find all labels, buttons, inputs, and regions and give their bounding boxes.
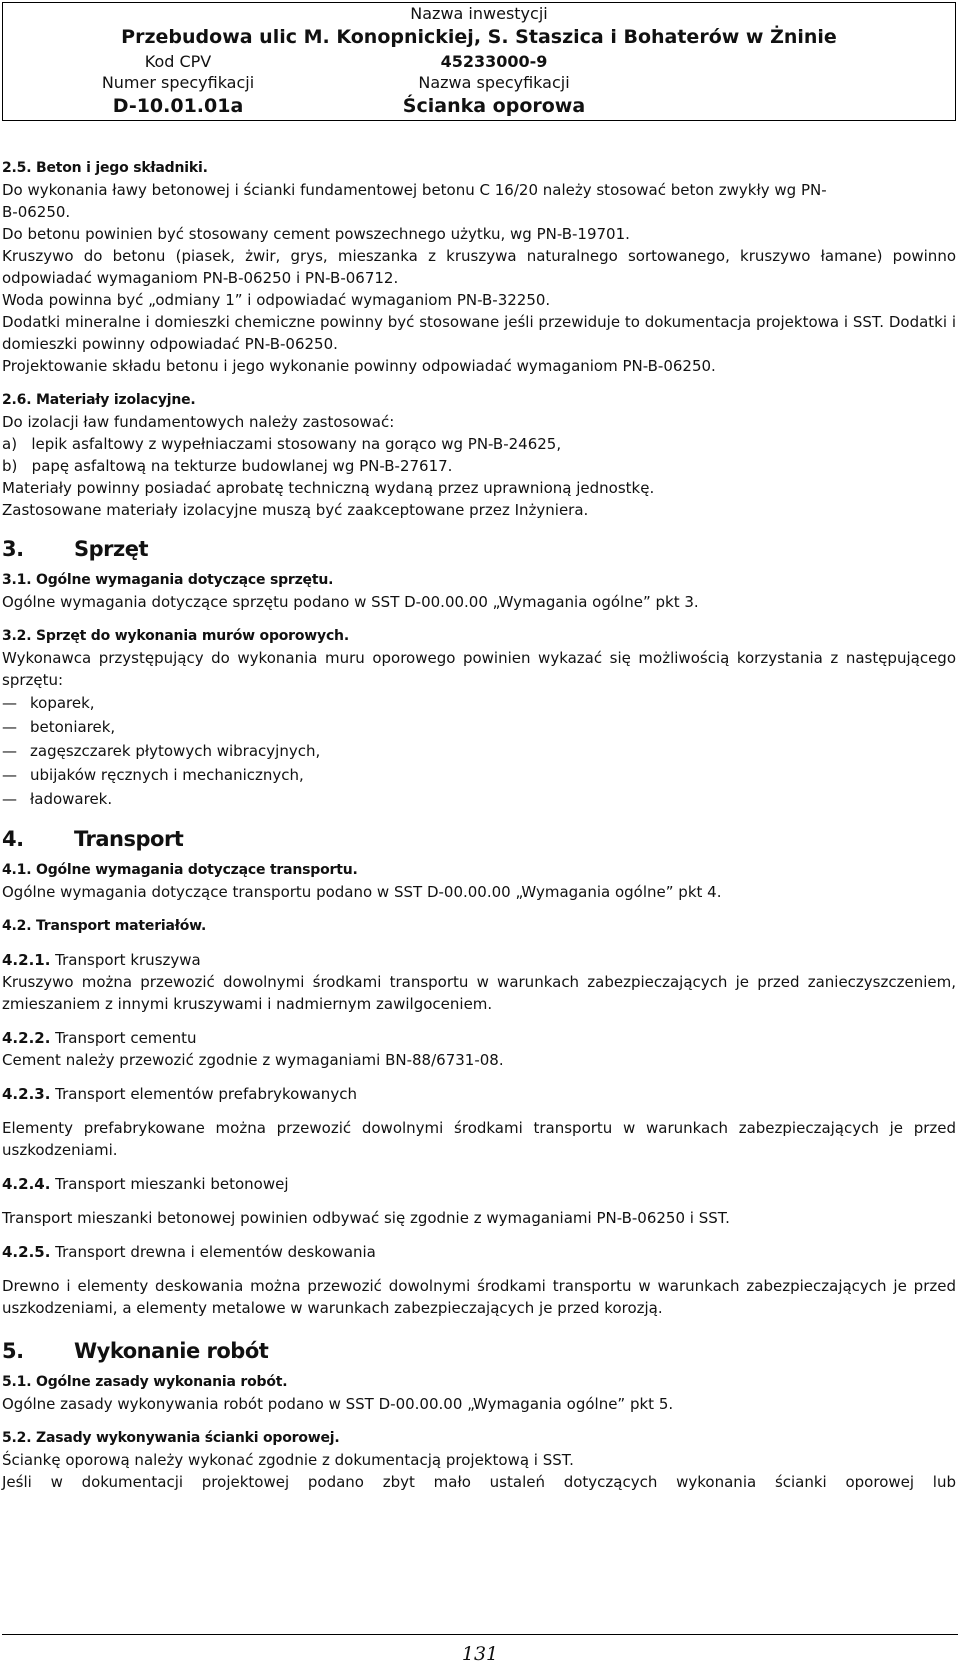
s26-paragraph-3: Zastosowane materiały izolacyjne muszą być zaakceptowane przez Inżyniera. — [2, 501, 589, 519]
s25-paragraph-4: Woda powinna być „odmiany 1” i odpowiadać wymaganiom PN-B-32250. — [2, 291, 551, 309]
section-4-2-1-heading: 4.2.1. Transport kruszywa — [2, 951, 201, 969]
section-3-title: Sprzęt — [74, 537, 149, 561]
section-4-2-heading: 4.2. Transport materiałów. — [2, 918, 207, 934]
s52-paragraph-2: Jeśli w dokumentacji projektowej podano zbyt mało ustaleń dotyczących wykonania ścianki oporowej lub — [2, 1473, 956, 1491]
dash-icon: — — [2, 694, 17, 712]
cpv-label: Kod CPV — [144, 52, 212, 71]
s51-text: Ogólne zasady wykonywania robót podano w SST D-00.00.00 „Wymagania ogólne” pkt 5. — [2, 1395, 674, 1413]
s25-paragraph-6: Projektowanie składu betonu i jego wykonanie powinny odpowiadać wymaganiom PN-B-06250. — [2, 357, 716, 375]
section-3-number: 3. — [2, 537, 24, 561]
spec-header-table — [2, 2, 956, 121]
s32-text: Wykonawca przystępujący do wykonania muru oporowego powinien wykazać się możliwością korzystania z następującego sprzętu: — [2, 649, 956, 689]
s25-paragraph-5: Dodatki mineralne i domieszki chemiczne powinny być stosowane jeśli przewiduje to dokumentacja projektowa i SST. Dodatki i domieszki powinny odpowiadać PN-B-06250. — [2, 313, 956, 353]
section-4-1-heading: 4.1. Ogólne wymagania dotyczące transportu. — [2, 862, 358, 878]
s26-item-b: b) papę asfaltową na tekturze budowlanej wg PN-B-27617. — [2, 457, 453, 475]
section-3-1-heading: 3.1. Ogólne wymagania dotyczące sprzętu. — [2, 572, 334, 588]
list-item: — zagęszczarek płytowych wibracyjnych, — [2, 739, 956, 763]
s25-paragraph-1a: Do wykonania ławy betonowej i ścianki fundamentowej betonu C 16/20 należy stosować beton zwykły wg PN- — [2, 181, 827, 199]
s25-paragraph-1b: B-06250. — [2, 203, 71, 221]
section-2-6-heading: 2.6. Materiały izolacyjne. — [2, 392, 196, 408]
s423-text: Elementy prefabrykowane można przewozić dowolnymi środkami transportu w warunkach zabezpieczających je przed uszkodzeniami. — [2, 1119, 956, 1159]
s25-paragraph-3: Kruszywo do betonu (piasek, żwir, grys, mieszanka z kruszywa naturalnego sortowanego, kruszywo łamane) powinno odpowiadać wymaganiom PN-B-06250 i PN-B-06712. — [2, 247, 956, 287]
cpv-value: 45233000-9 — [440, 52, 548, 71]
section-4-2-4-heading: 4.2.4. Transport mieszanki betonowej — [2, 1175, 289, 1193]
dash-icon: — — [2, 742, 17, 760]
section-2-5-heading: 2.5. Beton i jego składniki. — [2, 160, 208, 176]
s41-text: Ogólne wymagania dotyczące transportu podano w SST D-00.00.00 „Wymagania ogólne” pkt 4. — [2, 883, 722, 901]
section-4-2-3-heading: 4.2.3. Transport elementów prefabrykowanych — [2, 1085, 357, 1103]
document-body — [2, 157, 956, 1493]
equipment-list — [2, 691, 956, 811]
list-item: — betoniarek, — [2, 715, 956, 739]
spec-name: Ścianka oporowa — [402, 95, 586, 117]
dash-icon: — — [2, 718, 17, 736]
s26-paragraph-1: Do izolacji ław fundamentowych należy zastosować: — [2, 413, 395, 431]
investment-name: Przebudowa ulic M. Konopnickiej, S. Staszica i Bohaterów w Żninie — [121, 26, 837, 48]
section-4-number: 4. — [2, 827, 24, 851]
dash-icon: — — [2, 790, 17, 808]
spec-labels-row — [3, 72, 955, 93]
s425-text: Drewno i elementy deskowania można przewozić dowolnymi środkami transportu w warunkach zabezpieczających je przed uszkodzeniami, a elementy metalowe w warunkach zabezpieczających je przed korozją. — [2, 1277, 956, 1317]
list-item: — koparek, — [2, 691, 956, 715]
spec-values-row — [3, 93, 955, 120]
section-4-2-5-heading: 4.2.5. Transport drewna i elementów deskowania — [2, 1243, 376, 1261]
s31-text: Ogólne wymagania dotyczące sprzętu podano w SST D-00.00.00 „Wymagania ogólne” pkt 3. — [2, 593, 699, 611]
section-5-heading — [2, 1331, 956, 1371]
s26-paragraph-2: Materiały powinny posiadać aprobatę techniczną wydaną przez uprawnioną jednostkę. — [2, 479, 655, 497]
section-5-number: 5. — [2, 1339, 24, 1363]
page-number: 131 — [461, 1643, 499, 1665]
section-3-heading — [2, 529, 956, 569]
investment-label: Nazwa inwestycji — [410, 4, 548, 23]
s424-text: Transport mieszanki betonowej powinien odbywać się zgodnie z wymaganiami PN-B-06250 i SST. — [2, 1209, 730, 1227]
s52-paragraph-1: Ściankę oporową należy wykonać zgodnie z dokumentacją projektową i SST. — [2, 1451, 574, 1469]
s26-item-a: a) lepik asfaltowy z wypełniaczami stosowany na gorąco wg PN-B-24625, — [2, 435, 562, 453]
dash-icon: — — [2, 766, 17, 784]
s422-text: Cement należy przewozić zgodnie z wymaganiami BN-88/6731-08. — [2, 1051, 504, 1069]
spec-number: D-10.01.01a — [112, 95, 244, 117]
section-3-2-heading: 3.2. Sprzęt do wykonania murów oporowych. — [2, 628, 349, 644]
section-5-title: Wykonanie robót — [74, 1339, 269, 1363]
section-4-2-2-heading: 4.2.2. Transport cementu — [2, 1029, 197, 1047]
list-item: — ładowarek. — [2, 787, 956, 811]
s25-paragraph-2: Do betonu powinien być stosowany cement powszechnego użytku, wg PN-B-19701. — [2, 225, 630, 243]
section-5-1-heading: 5.1. Ogólne zasady wykonania robót. — [2, 1374, 288, 1390]
page-footer — [0, 1634, 960, 1665]
section-4-heading — [2, 819, 956, 859]
spec-name-label: Nazwa specyfikacji — [418, 73, 570, 92]
s421-text: Kruszywo można przewozić dowolnymi środkami transportu w warunkach zabezpieczających je przed zanieczyszczeniem, zmieszaniem z innymi kruszywami i nadmiernym zawilgoceniem. — [2, 973, 956, 1013]
list-item: — ubijaków ręcznych i mechanicznych, — [2, 763, 956, 787]
spec-number-label: Numer specyfikacji — [101, 73, 255, 92]
section-4-title: Transport — [74, 827, 184, 851]
footer-divider — [2, 1634, 958, 1635]
section-5-2-heading: 5.2. Zasady wykonywania ścianki oporowej. — [2, 1430, 340, 1446]
cpv-row — [3, 51, 955, 72]
